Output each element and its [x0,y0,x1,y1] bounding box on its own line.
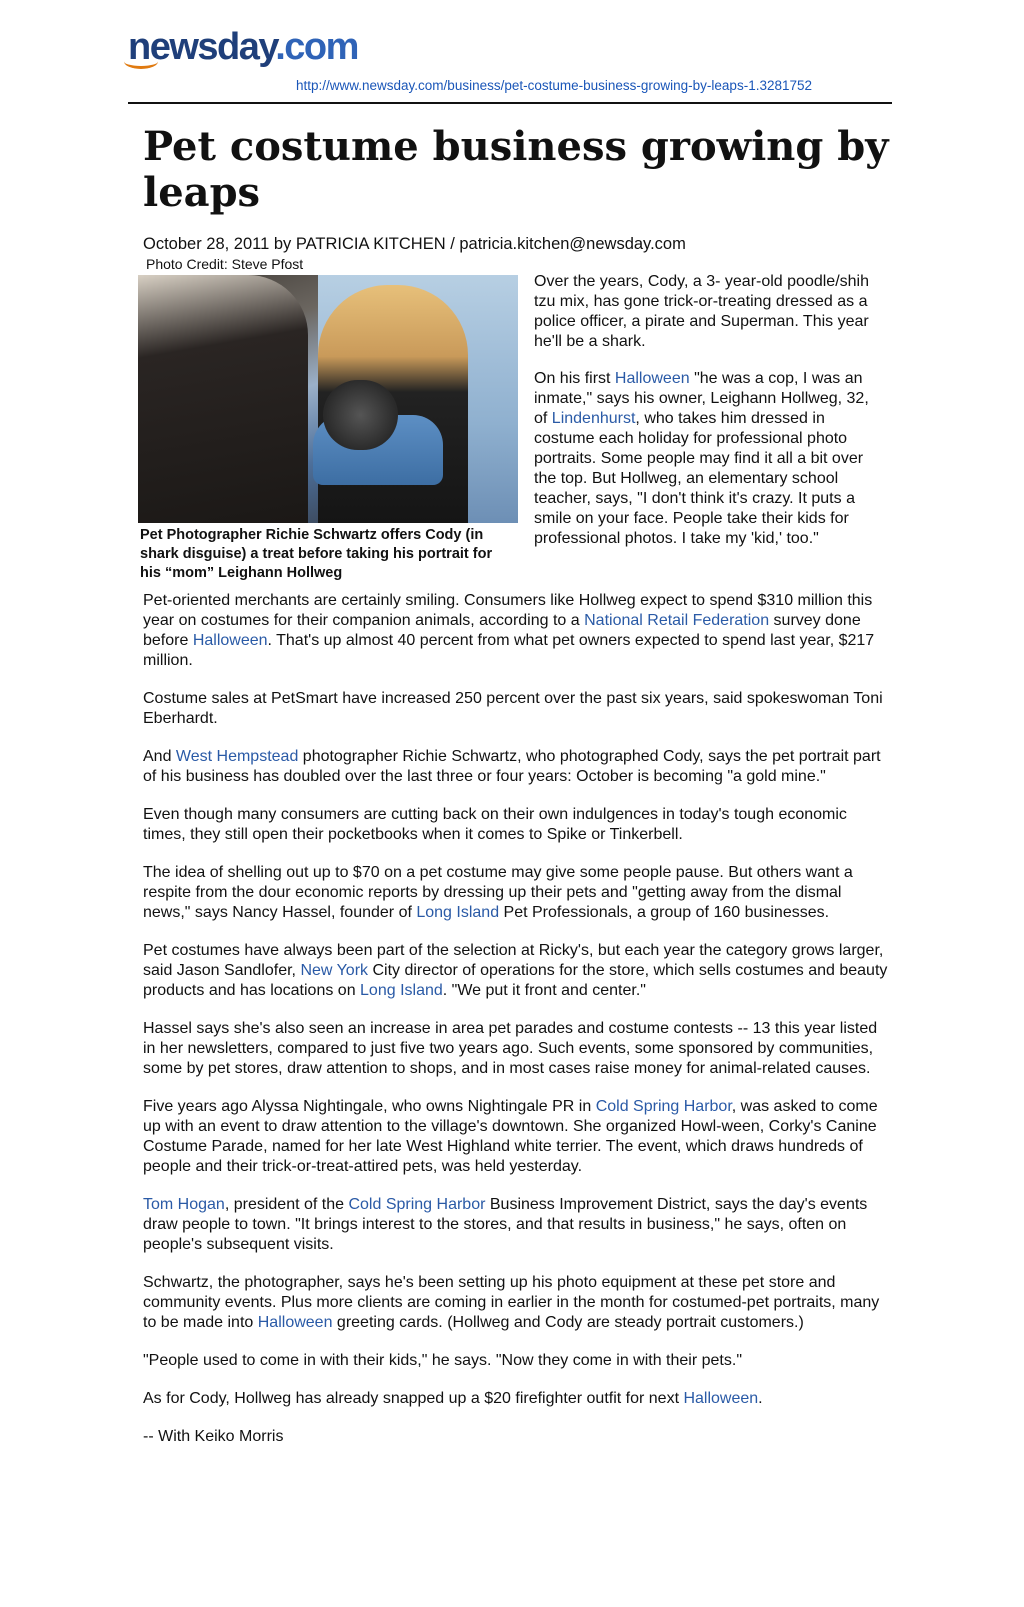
body-paragraph-9 [143,1195,891,1255]
photo-photographer [138,275,308,523]
photo-caption: Pet Photographer Richie Schwartz offers Cody (in shark disguise) a treat before taking his portrait for his “mom” Leighann Hollweg [140,527,493,581]
article-url[interactable]: http://www.newsday.com/business/pet-costume-business-growing-by-leaps-1.3281752 [296,78,813,93]
link-halloween[interactable]: Halloween [614,370,690,387]
body-paragraph-2: Costume sales at PetSmart have increased 250 percent over the past six years, said spokeswoman Toni Eberhardt. [143,690,883,727]
link-cold-spring-harbor[interactable]: Cold Spring Harbor [348,1196,486,1213]
text-run: . That's up almost 40 percent from what pet owners expected to spend last year, $217 million. [143,632,875,669]
body-paragraph-10 [143,1273,891,1333]
link-lindenhurst[interactable]: Lindenhurst [551,410,636,427]
intro-paragraph-1: Over the years, Cody, a 3- year-old poodle/shih tzu mix, has gone trick-or-treating dressed as a police officer, a pirate and Superman. This year he'll be a shark. [534,273,869,350]
text-run: , who takes him dressed in costume each holiday for professional photo portraits. Some people may find it all a bit over the top. But Hollweg, an elementary school teacher, says, "I don't think it's crazy. It puts a smile on your face. People take their kids for professional photos. I take my 'kid,' too." [534,410,864,547]
link-long-island[interactable]: Long Island [416,904,500,921]
header-divider [128,102,892,104]
logo-suffix: .com [275,26,358,68]
text-run: Pet-oriented merchants are certainly smiling. Consumers like Hollweg expect to spend $310 million this year on costumes for their companion animals, according to a [143,592,873,629]
link-halloween[interactable]: Halloween [257,1314,333,1331]
text-run: "he was a cop, I was an inmate," says his owner, Leighann Hollweg, 32, of [534,370,869,427]
link-long-island[interactable]: Long Island [360,982,443,999]
text-run: The idea of shelling out up to $70 on a pet costume may give some people pause. But others want a respite from the dour economic reports by dressing up their pets and "getting away from the dismal news," says Nancy Hassel, founder of [143,864,853,921]
article-headline: Pet costume business growing by leaps [143,123,889,216]
body-paragraph-8 [143,1097,891,1177]
link-halloween[interactable]: Halloween [683,1390,759,1407]
link-cold-spring-harbor[interactable]: Cold Spring Harbor [595,1098,732,1115]
body-paragraph-11: "People used to come in with their kids," he says. "Now they come in with their pets." [143,1352,742,1369]
photo-dog [323,380,398,450]
text-run: Business Improvement District, says the day's events draw people to town. "It brings interest to the stores, and that results in business," he says, often on people's subsequent visits. [143,1196,868,1253]
text-run: As for Cody, Hollweg has already snapped up a $20 firefighter outfit for next [143,1390,684,1407]
body-paragraph-7: Hassel says she's also seen an increase in area pet parades and costume contests -- 13 this year listed in her newsletters, compared to just five two years ago. Such events, some sponsored by communities, some by pet stores, draw attention to shops, and in most cases raise money for animal-related causes. [143,1020,878,1077]
text-run: Schwartz, the photographer, says he's been setting up his photo equipment at these pet store and community events. Plus more clients are coming in earlier in the month for costumed-pet portraits, many to be made into [143,1274,880,1331]
body-paragraph-3 [143,747,891,787]
logo-swoosh [124,54,158,69]
link-west-hempstead[interactable]: West Hempstead [175,748,299,765]
text-run: Pet Professionals, a group of 160 businesses. [499,904,830,921]
body-paragraph-4: Even though many consumers are cutting back on their own indulgences in today's tough economic times, they still open their pocketbooks when it comes to Spike or Tinkerbell. [143,806,847,843]
newsday-logo[interactable] [128,26,358,69]
text-run: photographer Richie Schwartz, who photographed Cody, says the pet portrait part of his business has doubled over the last three or four years: October is becoming "a gold mine." [143,748,881,785]
text-run: And [143,748,176,765]
body-paragraph-6 [143,941,891,1001]
link-halloween[interactable]: Halloween [192,632,268,649]
byline: October 28, 2011 by PATRICIA KITCHEN / patricia.kitchen@newsday.com [143,235,686,253]
intro-column [534,272,884,566]
link-new-york[interactable]: New York [300,962,369,979]
text-run: , president of the [224,1196,349,1213]
text-run: survey done before [143,612,861,649]
text-run: City director of operations for the store, which sells costumes and beauty products and has locations on [143,962,888,999]
body-paragraph-13: -- With Keiko Morris [143,1428,284,1445]
intro-paragraph-2 [534,369,884,549]
body-paragraph-12 [143,1389,891,1409]
text-run: greeting cards. (Hollweg and Cody are steady portrait customers.) [332,1314,804,1331]
body-paragraph-5 [143,863,891,923]
body-paragraph-1 [143,591,891,671]
link-national-retail-federation[interactable]: National Retail Federation [584,612,770,629]
text-run: Five years ago Alyssa Nightingale, who owns Nightingale PR in [143,1098,596,1115]
text-run: On his first [534,370,615,387]
link-tom-hogan[interactable]: Tom Hogan [143,1196,225,1213]
text-run: , was asked to come up with an event to draw attention to the village's downtown. She organized Howl-ween, Corky's Canine Costume Parade, named for her late West Highland white terrier. The event, which draws hundreds of people and their trick-or-treat-attired pets, was held yesterday. [143,1098,878,1175]
article-body [143,591,891,1465]
text-run: Pet costumes have always been part of the selection at Ricky's, but each year the category grows larger, said Jason Sandlofer, [143,942,884,979]
logo-main: newsday [128,26,276,68]
photo-credit: Photo Credit: Steve Pfost [146,256,304,272]
text-run: . "We put it front and center." [442,982,646,999]
text-run: . [758,1390,763,1407]
article-photo [138,275,518,523]
